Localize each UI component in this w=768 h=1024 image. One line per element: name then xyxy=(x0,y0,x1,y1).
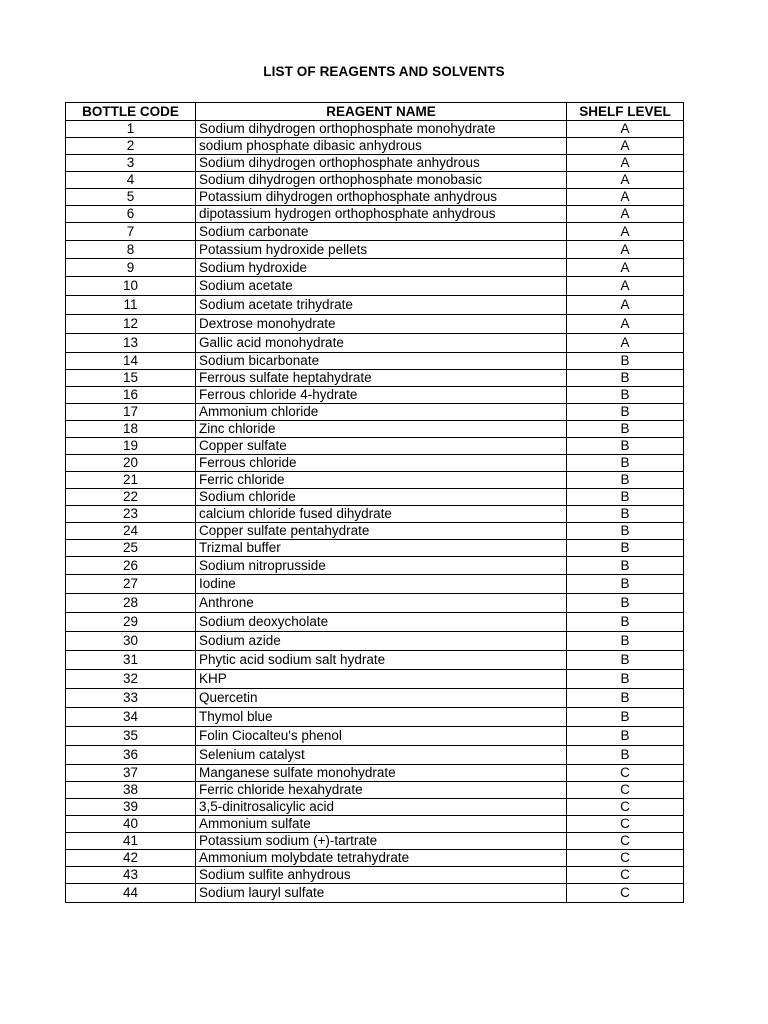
table-row xyxy=(66,353,684,370)
reagent-name-cell: Ferric chloride xyxy=(196,472,567,489)
reagent-name-cell: Anthrone xyxy=(196,594,567,613)
shelf-level-cell: B xyxy=(567,404,684,421)
reagent-name-cell: calcium chloride fused dihydrate xyxy=(196,506,567,523)
shelf-level-cell: A xyxy=(567,206,684,223)
bottle-code-cell: 38 xyxy=(66,782,196,799)
reagent-name-cell: Ferrous chloride 4-hydrate xyxy=(196,387,567,404)
table-row xyxy=(66,472,684,489)
reagent-name-cell: Sodium dihydrogen orthophosphate monobasic xyxy=(196,172,567,189)
shelf-level-cell: B xyxy=(567,746,684,765)
bottle-code-cell: 3 xyxy=(66,155,196,172)
shelf-level-cell: A xyxy=(567,259,684,277)
bottle-code-cell: 41 xyxy=(66,833,196,850)
reagent-name-cell: Sodium sulfite anhydrous xyxy=(196,867,567,884)
bottle-code-cell: 1 xyxy=(66,121,196,138)
table-row xyxy=(66,172,684,189)
shelf-level-cell: B xyxy=(567,689,684,708)
table-row xyxy=(66,189,684,206)
bottle-code-cell: 9 xyxy=(66,259,196,277)
table-row xyxy=(66,727,684,746)
table-row xyxy=(66,523,684,540)
bottle-code-cell: 22 xyxy=(66,489,196,506)
reagent-name-cell: Ammonium chloride xyxy=(196,404,567,421)
reagent-name-cell: Selenium catalyst xyxy=(196,746,567,765)
shelf-level-cell: C xyxy=(567,867,684,884)
table-row xyxy=(66,613,684,632)
table-row xyxy=(66,315,684,334)
header-bottle-code: BOTTLE CODE xyxy=(66,103,196,121)
shelf-level-cell: C xyxy=(567,833,684,850)
reagent-name-cell: Sodium azide xyxy=(196,632,567,651)
reagent-name-cell: Sodium dihydrogen orthophosphate anhydrous xyxy=(196,155,567,172)
shelf-level-cell: B xyxy=(567,523,684,540)
table-row xyxy=(66,557,684,575)
table-row xyxy=(66,867,684,884)
bottle-code-cell: 19 xyxy=(66,438,196,455)
table-body xyxy=(66,121,684,903)
bottle-code-cell: 6 xyxy=(66,206,196,223)
shelf-level-cell: A xyxy=(567,334,684,353)
reagent-name-cell: Sodium acetate xyxy=(196,277,567,296)
table-row xyxy=(66,155,684,172)
table-row xyxy=(66,404,684,421)
table-row xyxy=(66,438,684,455)
reagent-name-cell: Zinc chloride xyxy=(196,421,567,438)
reagent-name-cell: Sodium dihydrogen orthophosphate monohydrate xyxy=(196,121,567,138)
table-row xyxy=(66,455,684,472)
table-row xyxy=(66,387,684,404)
reagent-name-cell: Sodium hydroxide xyxy=(196,259,567,277)
bottle-code-cell: 40 xyxy=(66,816,196,833)
page-title: LIST OF REAGENTS AND SOLVENTS xyxy=(263,64,505,79)
shelf-level-cell: A xyxy=(567,172,684,189)
bottle-code-cell: 11 xyxy=(66,296,196,315)
bottle-code-cell: 24 xyxy=(66,523,196,540)
reagent-name-cell: Quercetin xyxy=(196,689,567,708)
bottle-code-cell: 13 xyxy=(66,334,196,353)
shelf-level-cell: B xyxy=(567,708,684,727)
reagent-name-cell: Sodium nitroprusside xyxy=(196,557,567,575)
shelf-level-cell: A xyxy=(567,138,684,155)
reagent-name-cell: Phytic acid sodium salt hydrate xyxy=(196,651,567,670)
reagent-name-cell: Copper sulfate pentahydrate xyxy=(196,523,567,540)
reagent-name-cell: Sodium carbonate xyxy=(196,223,567,241)
table-row xyxy=(66,277,684,296)
bottle-code-cell: 20 xyxy=(66,455,196,472)
table-row xyxy=(66,594,684,613)
table-row xyxy=(66,850,684,867)
bottle-code-cell: 39 xyxy=(66,799,196,816)
bottle-code-cell: 28 xyxy=(66,594,196,613)
bottle-code-cell: 23 xyxy=(66,506,196,523)
shelf-level-cell: B xyxy=(567,489,684,506)
reagent-name-cell: Ammonium molybdate tetrahydrate xyxy=(196,850,567,867)
reagent-name-cell: KHP xyxy=(196,670,567,689)
reagent-name-cell: Folin Ciocalteu's phenol xyxy=(196,727,567,746)
shelf-level-cell: B xyxy=(567,727,684,746)
bottle-code-cell: 16 xyxy=(66,387,196,404)
shelf-level-cell: A xyxy=(567,241,684,259)
bottle-code-cell: 36 xyxy=(66,746,196,765)
shelf-level-cell: B xyxy=(567,370,684,387)
reagent-name-cell: Potassium sodium (+)-tartrate xyxy=(196,833,567,850)
shelf-level-cell: B xyxy=(567,594,684,613)
reagent-name-cell: Potassium hydroxide pellets xyxy=(196,241,567,259)
table-row xyxy=(66,296,684,315)
bottle-code-cell: 37 xyxy=(66,765,196,782)
bottle-code-cell: 43 xyxy=(66,867,196,884)
table-row xyxy=(66,782,684,799)
bottle-code-cell: 30 xyxy=(66,632,196,651)
bottle-code-cell: 17 xyxy=(66,404,196,421)
reagent-name-cell: Potassium dihydrogen orthophosphate anhydrous xyxy=(196,189,567,206)
reagent-name-cell: Dextrose monohydrate xyxy=(196,315,567,334)
table-row xyxy=(66,506,684,523)
reagents-table xyxy=(65,102,684,903)
table-row xyxy=(66,884,684,903)
shelf-level-cell: B xyxy=(567,506,684,523)
table-row xyxy=(66,816,684,833)
reagent-name-cell: Sodium chloride xyxy=(196,489,567,506)
bottle-code-cell: 4 xyxy=(66,172,196,189)
table-row xyxy=(66,799,684,816)
table-row xyxy=(66,632,684,651)
table-row xyxy=(66,489,684,506)
table-row xyxy=(66,138,684,155)
reagent-name-cell: Sodium deoxycholate xyxy=(196,613,567,632)
shelf-level-cell: B xyxy=(567,387,684,404)
shelf-level-cell: B xyxy=(567,557,684,575)
shelf-level-cell: B xyxy=(567,540,684,557)
reagent-name-cell: Ammonium sulfate xyxy=(196,816,567,833)
table-row xyxy=(66,689,684,708)
reagent-name-cell: Sodium lauryl sulfate xyxy=(196,884,567,903)
bottle-code-cell: 8 xyxy=(66,241,196,259)
reagent-name-cell: Copper sulfate xyxy=(196,438,567,455)
shelf-level-cell: A xyxy=(567,223,684,241)
shelf-level-cell: A xyxy=(567,121,684,138)
table-row xyxy=(66,746,684,765)
shelf-level-cell: B xyxy=(567,472,684,489)
table-row xyxy=(66,708,684,727)
shelf-level-cell: B xyxy=(567,651,684,670)
bottle-code-cell: 34 xyxy=(66,708,196,727)
shelf-level-cell: B xyxy=(567,575,684,594)
bottle-code-cell: 25 xyxy=(66,540,196,557)
bottle-code-cell: 5 xyxy=(66,189,196,206)
bottle-code-cell: 31 xyxy=(66,651,196,670)
shelf-level-cell: B xyxy=(567,632,684,651)
table-row xyxy=(66,670,684,689)
table-row xyxy=(66,575,684,594)
table-row xyxy=(66,370,684,387)
shelf-level-cell: C xyxy=(567,816,684,833)
shelf-level-cell: B xyxy=(567,670,684,689)
table-row xyxy=(66,833,684,850)
bottle-code-cell: 18 xyxy=(66,421,196,438)
reagent-name-cell: Trizmal buffer xyxy=(196,540,567,557)
shelf-level-cell: C xyxy=(567,782,684,799)
reagent-name-cell: sodium phosphate dibasic anhydrous xyxy=(196,138,567,155)
reagent-name-cell: Ferrous chloride xyxy=(196,455,567,472)
reagent-name-cell: Manganese sulfate monohydrate xyxy=(196,765,567,782)
shelf-level-cell: A xyxy=(567,315,684,334)
bottle-code-cell: 15 xyxy=(66,370,196,387)
bottle-code-cell: 10 xyxy=(66,277,196,296)
bottle-code-cell: 26 xyxy=(66,557,196,575)
shelf-level-cell: C xyxy=(567,884,684,903)
table-row xyxy=(66,121,684,138)
shelf-level-cell: B xyxy=(567,438,684,455)
table-header-row xyxy=(66,103,684,121)
shelf-level-cell: B xyxy=(567,353,684,370)
shelf-level-cell: B xyxy=(567,455,684,472)
table-row xyxy=(66,206,684,223)
table-row xyxy=(66,421,684,438)
reagent-name-cell: dipotassium hydrogen orthophosphate anhydrous xyxy=(196,206,567,223)
shelf-level-cell: B xyxy=(567,421,684,438)
table-row xyxy=(66,223,684,241)
table-row xyxy=(66,334,684,353)
reagent-name-cell: Thymol blue xyxy=(196,708,567,727)
reagent-name-cell: 3,5-dinitrosalicylic acid xyxy=(196,799,567,816)
bottle-code-cell: 44 xyxy=(66,884,196,903)
bottle-code-cell: 14 xyxy=(66,353,196,370)
bottle-code-cell: 12 xyxy=(66,315,196,334)
reagent-name-cell: Sodium acetate trihydrate xyxy=(196,296,567,315)
shelf-level-cell: A xyxy=(567,277,684,296)
shelf-level-cell: A xyxy=(567,155,684,172)
shelf-level-cell: A xyxy=(567,296,684,315)
table-row xyxy=(66,259,684,277)
shelf-level-cell: B xyxy=(567,613,684,632)
header-shelf-level: SHELF LEVEL xyxy=(567,103,684,121)
bottle-code-cell: 27 xyxy=(66,575,196,594)
shelf-level-cell: C xyxy=(567,850,684,867)
shelf-level-cell: C xyxy=(567,799,684,816)
reagent-name-cell: Gallic acid monohydrate xyxy=(196,334,567,353)
bottle-code-cell: 32 xyxy=(66,670,196,689)
table-row xyxy=(66,241,684,259)
reagent-name-cell: Sodium bicarbonate xyxy=(196,353,567,370)
bottle-code-cell: 2 xyxy=(66,138,196,155)
bottle-code-cell: 7 xyxy=(66,223,196,241)
reagent-name-cell: Ferric chloride hexahydrate xyxy=(196,782,567,799)
bottle-code-cell: 21 xyxy=(66,472,196,489)
bottle-code-cell: 35 xyxy=(66,727,196,746)
bottle-code-cell: 42 xyxy=(66,850,196,867)
table-row xyxy=(66,540,684,557)
reagent-name-cell: Ferrous sulfate heptahydrate xyxy=(196,370,567,387)
table-row xyxy=(66,651,684,670)
header-reagent-name: REAGENT NAME xyxy=(196,103,567,121)
table-row xyxy=(66,765,684,782)
reagent-name-cell: Iodine xyxy=(196,575,567,594)
shelf-level-cell: C xyxy=(567,765,684,782)
bottle-code-cell: 29 xyxy=(66,613,196,632)
bottle-code-cell: 33 xyxy=(66,689,196,708)
shelf-level-cell: A xyxy=(567,189,684,206)
